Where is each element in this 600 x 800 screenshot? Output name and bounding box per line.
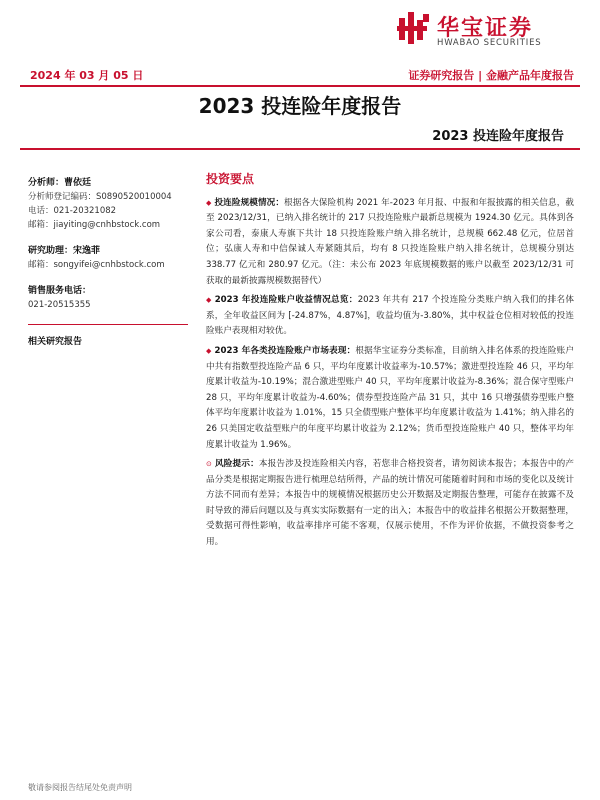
sales-label: 销售服务电话： xyxy=(28,286,92,296)
brand-logo xyxy=(397,10,567,50)
analyst-phone: 电话：021-20321082 xyxy=(28,206,117,216)
section-heading: 投资要点 xyxy=(206,172,255,186)
highlight-performance-body: 根据华宝证券分类标准，目前纳入排名体系的投连险账户中共有指数型投连险产品 6 只，平均年度累计收益率为-10.57%；激进型投连险 46 只，平均年度累计收益为-10.19%；混合激进型账户 40 只，平均年度累计收益为-8.36%；混合保守型账户 28 只，平均年度累计收益为-4.60%；债券型投连险产品 31 只，其中 16 只增强债券型账户整体平均年度累计收益为 1.01%，15 只全债型账户整体平均年度累计收益为 1.41%；纳入排名的 26 只美国定收益型账户的年度平均累计收益为 2.12%；货币型投连险账户 40 只，整体平均年度累计收益为 1.96%。 xyxy=(206,345,574,450)
report-header-band xyxy=(20,63,580,87)
highlight-overview-body: 2023 年共有 217 个投连险分类账户纳入我们的排名体系，全年收益区间为 [-24.87%，4.87%]，收益均值为-3.80%，其中权益仓位相对较低的投连险账户表现相对较优。 xyxy=(206,295,574,337)
highlight-performance-title: 2023 年各类投连险账户市场表现： xyxy=(214,345,356,356)
warning-icon: ⊙ xyxy=(206,460,212,469)
page-subtitle: 2023 投连险年度报告 xyxy=(432,129,564,144)
analyst-label: 分析师： xyxy=(28,178,65,188)
disclaimer-footer: 敬请参阅报告结尾处免责声明 xyxy=(28,783,132,792)
assistant-email[interactable]: 邮箱：songyifei@cnhbstock.com xyxy=(28,260,165,270)
highlight-overview xyxy=(206,293,574,340)
analyst-email[interactable]: 邮箱：jiayiting@cnhbstock.com xyxy=(28,220,161,230)
analyst-cert: 分析师登记编码：S0890520010004 xyxy=(28,192,172,202)
brand-logo-icon xyxy=(397,10,431,46)
report-category: 证券研究报告 | 金融产品年度报告 xyxy=(408,69,574,82)
risk-warning xyxy=(206,457,574,551)
title-divider xyxy=(20,148,580,150)
analyst-name: 曹依廷 xyxy=(64,178,92,188)
related-reports-heading: 相关研究报告 xyxy=(28,337,83,347)
brand-name-en: HWABAO SECURITIES xyxy=(437,38,542,48)
highlight-scale-body: 根据各大保险机构 2021 年-2023 年月报、中报和年报披露的相关信息，截至 2023/12/31，已纳入排名统计的 217 只投连险账户最新总规模为 1924.30 亿元。具体到各家公司看，泰康人寿旗下共计 18 只投连险账户纳入排名统计，总规模 662.48 亿元，位居首位；弘康人寿和中信保诚人寿紧随其后，均有 8 只投连险账户纳入排名统计，总规模分别达 338.77 亿元和 280.97 亿元。（注：未公布 2023 年底规模数据的账户以截至 2023/12/31 可获取的最新披露规模数据替代） xyxy=(206,197,574,286)
risk-warning-title: 风险提示： xyxy=(214,459,259,470)
analyst-block xyxy=(28,176,188,232)
bullet-icon: ◆ xyxy=(206,198,212,207)
page-title: 2023 投连险年度报告 xyxy=(198,94,402,118)
assistant-label: 研究助理： xyxy=(28,246,74,256)
brand-name-cn: 华宝证券 xyxy=(437,16,534,41)
highlight-performance xyxy=(206,344,574,453)
bullet-icon: ◆ xyxy=(206,346,212,355)
bullet-icon: ◆ xyxy=(206,296,212,305)
sales-block xyxy=(28,284,188,312)
highlight-overview-title: 2023 年投连险账户收益情况总览： xyxy=(214,295,358,306)
assistant-name: 宋逸菲 xyxy=(73,246,101,256)
report-date: 2024 年 03 月 05 日 xyxy=(30,69,144,82)
sales-phone: 021-20515355 xyxy=(28,300,91,310)
author-sidebar xyxy=(28,176,188,349)
sidebar-divider xyxy=(28,324,188,325)
highlight-scale xyxy=(206,196,574,290)
highlight-scale-title: 投连险规模情况： xyxy=(214,197,285,208)
assistant-block xyxy=(28,244,188,272)
investment-highlights xyxy=(206,172,574,555)
risk-warning-body: 本报告涉及投连险相关内容，若您非合格投资者，请勿阅读本报告；本报告中的产品分类是根据定期报告进行梳理总结所得，产品的统计情况可能随着时间和市场的变化以及统计方法不同而有差异；本报告中的规模情况根据历史公开数据及定期报告整理，可能存在披露不及时导致的滞后问题以及与真实实际数据有一定的出入；本报告中的收益排名根据公开数据整理，受数据可得性影响，收益率排序可能不客观，仅展示使用，不作为评价依据，不做投资参考之用。 xyxy=(206,459,574,548)
